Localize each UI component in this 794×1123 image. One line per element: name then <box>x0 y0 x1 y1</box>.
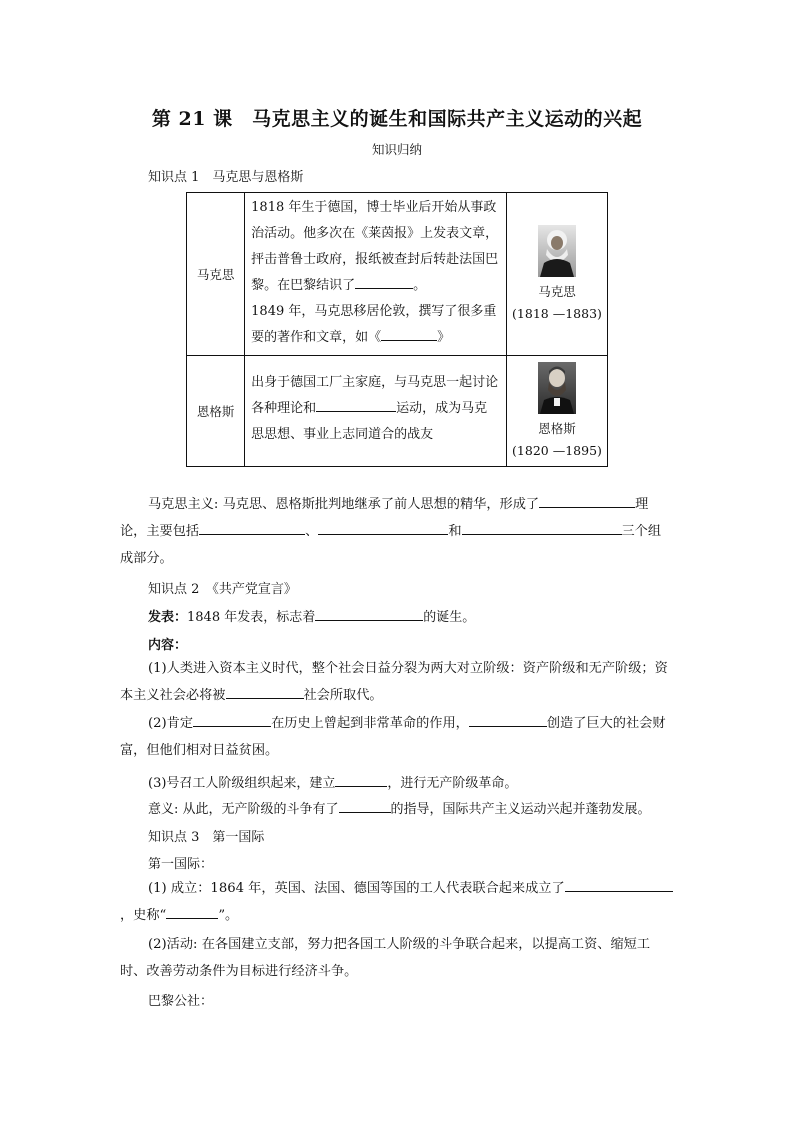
content-item-2 <box>120 710 674 764</box>
table-row <box>187 356 608 467</box>
answer-blank[interactable] <box>318 520 448 535</box>
c2-text-c: 创造了巨大的社会财富，但他们相对日益贫困。 <box>120 716 666 758</box>
c3-text-a: (3)号召工人阶级组织起来，建立 <box>148 776 336 791</box>
c1-text-a: (1)人类进入资本主义时代，整个社会日益分裂为两大对立阶级：资产阶级和无产阶级；资本主义社会必将被 <box>120 661 668 703</box>
kp2-publish-line <box>148 606 475 625</box>
answer-blank[interactable] <box>335 772 387 787</box>
kp2-heading: 知识点 2 《共产党宣言》 <box>148 582 297 597</box>
answer-blank[interactable] <box>315 606 423 621</box>
marx-desc-cell <box>245 193 507 356</box>
marx-caption: 马克思 <box>538 284 576 299</box>
publish-label: 发表： <box>148 610 188 625</box>
table-row <box>187 193 608 356</box>
answer-blank[interactable] <box>199 520 305 535</box>
answer-blank[interactable] <box>381 326 437 341</box>
marx-desc-2: 1849 年，马克思移居伦敦，撰写了很多重要的著作和文章，如《 <box>251 304 497 345</box>
portrait-icon <box>538 362 576 414</box>
engels-desc-1: 出身于德国工厂主家庭，与马克思一起讨论各种理论和 <box>251 375 499 416</box>
marxism-paragraph <box>120 491 674 572</box>
engels-years: (1820 —1895) <box>512 443 602 458</box>
first-int-item-2: (2)活动: 在各国建立支部，努力把各国工人阶级的斗争联合起来，以提高工资、缩短工时、改善劳动条件为目标进行经济斗争。 <box>120 937 651 979</box>
marxism-text-5: 三个组成部分。 <box>120 524 662 566</box>
paris-commune-label: 巴黎公社： <box>148 994 214 1009</box>
c1-text-b: 社会所取代。 <box>303 688 383 703</box>
publish-text: 1848 年发表，标志着 <box>187 610 316 625</box>
engels-desc-2: 运动，成为马克思思想、事业上志同道合的战友 <box>251 401 488 442</box>
content-label: 内容： <box>148 638 188 653</box>
answer-blank[interactable] <box>469 712 547 727</box>
answer-blank[interactable] <box>462 520 622 535</box>
answer-blank[interactable] <box>316 397 396 412</box>
first-international-label: 第一国际： <box>148 857 214 872</box>
answer-blank[interactable] <box>166 904 218 919</box>
meaning-text-b: 的指导，国际共产主义运动兴起并蓬勃发展。 <box>390 802 651 817</box>
answer-blank[interactable] <box>339 798 391 813</box>
content-item-3 <box>148 772 517 791</box>
answer-blank[interactable] <box>226 684 304 699</box>
engels-desc-cell <box>245 356 507 467</box>
content-item-1 <box>120 655 674 709</box>
kp1-heading: 知识点 1 马克思与恩格斯 <box>148 170 304 185</box>
meaning-line <box>148 798 651 817</box>
f1-text-c: ”。 <box>218 908 239 923</box>
answer-blank[interactable] <box>355 274 413 289</box>
kp3-heading: 知识点 3 第一国际 <box>148 830 265 845</box>
meaning-text-a: 意义: 从此，无产阶级的斗争有了 <box>148 802 339 817</box>
engels-caption: 恩格斯 <box>538 421 576 436</box>
f1-text-a: (1) 成立：1864 年，英国、法国、德国等国的工人代表联合起来成立了 <box>148 881 565 896</box>
section-subtitle: 知识归纳 <box>371 142 422 157</box>
answer-blank[interactable] <box>193 712 271 727</box>
marx-desc-2-end: 》 <box>437 330 451 345</box>
marxism-text-2: 理论，主要包括 <box>120 497 649 539</box>
first-int-item-1 <box>120 875 674 929</box>
publish-end: 的诞生。 <box>423 610 476 625</box>
marxism-text-1: 马克思主义: 马克思、恩格斯批判地继承了前人思想的精华，形成了 <box>148 497 540 512</box>
figures-table <box>186 192 608 467</box>
portrait-icon <box>538 225 576 277</box>
engels-name-cell: 恩格斯 <box>187 356 245 467</box>
marx-years: (1818 —1883) <box>512 306 602 321</box>
marx-desc-1-end: 。 <box>413 278 427 293</box>
c2-text-b: 在历史上曾起到非常革命的作用， <box>271 716 469 731</box>
marxism-text-4: 和 <box>448 524 462 539</box>
f1-text-b: ，史称“ <box>120 908 167 923</box>
marx-name-cell: 马克思 <box>187 193 245 356</box>
marxism-text-3: 、 <box>305 524 319 539</box>
answer-blank[interactable] <box>539 493 635 508</box>
c3-text-b: ，进行无产阶级革命。 <box>387 776 518 791</box>
marx-picture-cell <box>506 193 607 356</box>
page-title: 第 21 课 马克思主义的诞生和国际共产主义运动的兴起 <box>151 108 643 130</box>
c2-text-a: (2)肯定 <box>148 716 194 731</box>
engels-picture-cell <box>506 356 607 467</box>
marx-desc-1: 1818 年生于德国，博士毕业后开始从事政治活动。他多次在《莱茵报》上发表文章，抨击普鲁士政府，报纸被查封后转赴法国巴黎。在巴黎结识了 <box>251 200 499 293</box>
answer-blank[interactable] <box>565 877 673 892</box>
